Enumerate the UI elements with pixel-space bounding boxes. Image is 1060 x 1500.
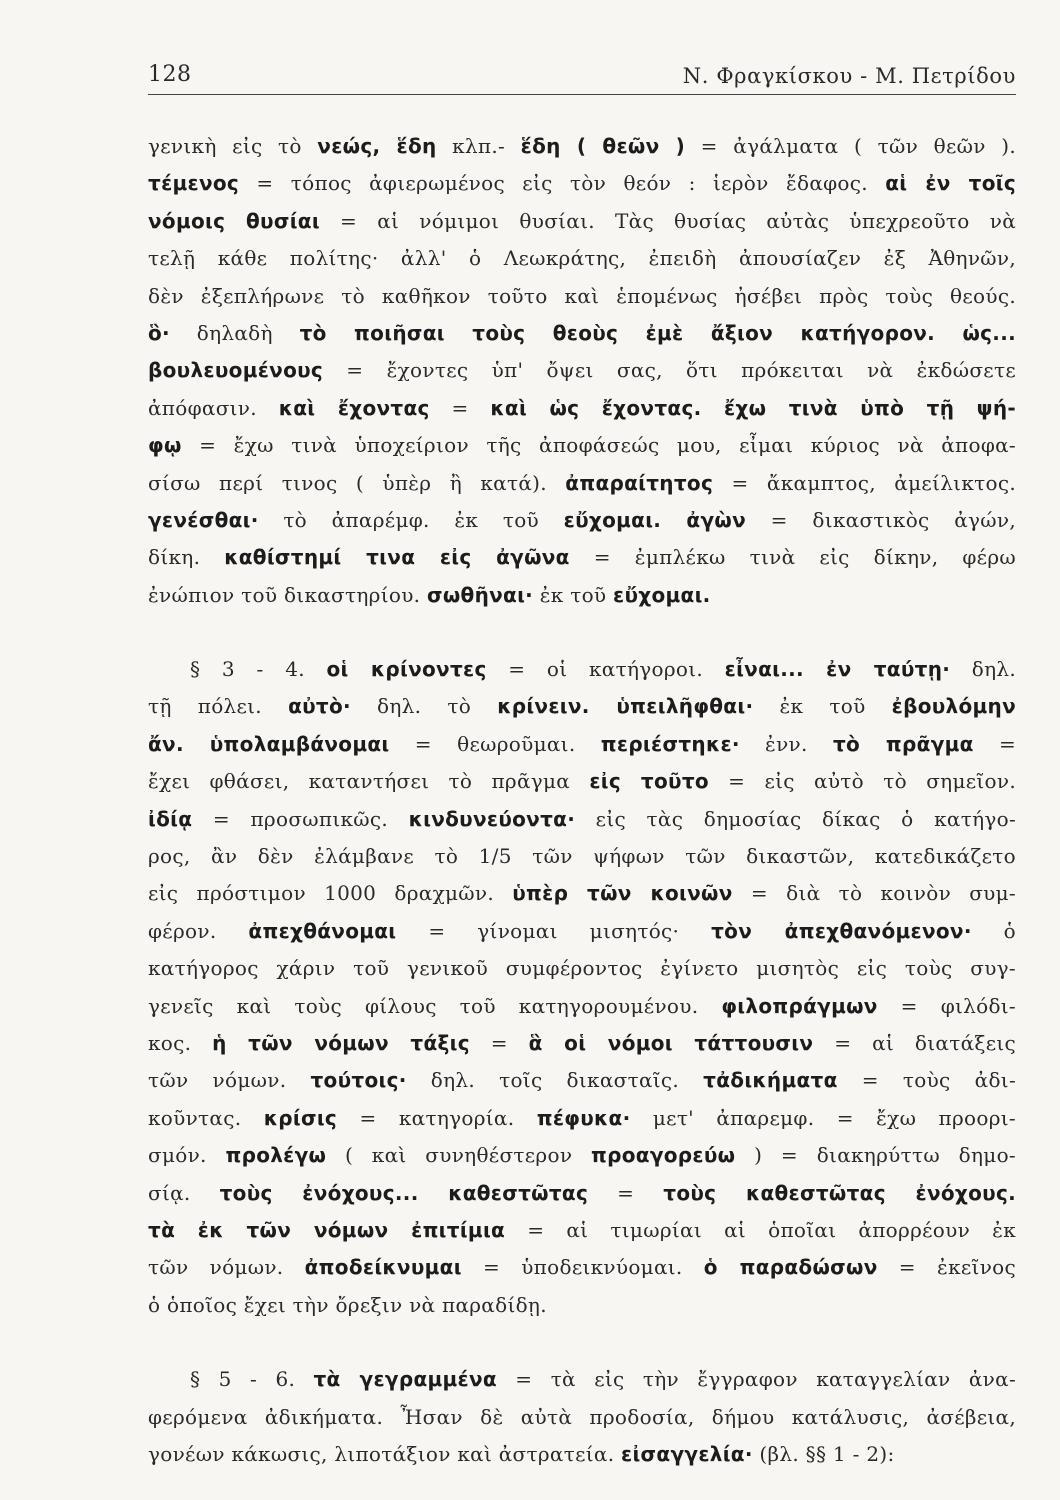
text-line	[148, 801, 1016, 838]
text-line	[148, 240, 1016, 277]
gloss-text: § 3 - 4.	[190, 657, 327, 682]
lemma-term: φιλοπράγμων	[721, 993, 878, 1018]
gloss-text: = ὑποδεικνύομαι.	[461, 1255, 704, 1280]
lemma-term: εἰς τοῦτο	[589, 769, 709, 794]
text-line	[148, 913, 1016, 950]
gloss-text: τῇ πόλει.	[148, 694, 289, 719]
running-head-authors: Ν. Φραγκίσκου - Μ. Πετρίδου	[682, 64, 1016, 88]
text-line	[148, 278, 1016, 315]
lemma-term: οἱ κρίνοντες	[326, 657, 487, 682]
gloss-text: γενεῖς καὶ τοὺς φίλους τοῦ κατηγορουμένου.	[148, 993, 722, 1018]
lemma-term: καὶ ὡς ἔχοντας. ἔχω τινὰ ὑπὸ τῇ ψή-	[490, 395, 1016, 420]
commentary-text	[148, 128, 1016, 1473]
lemma-term: ἰδίᾳ	[148, 806, 193, 831]
gloss-text: εἰς πρόστιμον 1000 δραχμῶν.	[148, 881, 513, 906]
text-line	[148, 1062, 1016, 1099]
gloss-text: κλπ.-	[436, 134, 521, 158]
gloss-text: = ἄκαμπτος, ἀμείλικτος.	[713, 470, 1016, 495]
paragraph-gap	[148, 1324, 1016, 1361]
lemma-term: τοὺς ἐνόχους... καθεστῶτας	[219, 1180, 589, 1205]
gloss-text: = δικαστικὸς ἀγών,	[746, 507, 1016, 532]
gloss-text: ἐκ τοῦ	[533, 582, 614, 607]
gloss-text: δὲν ἐξεπλήρωνε τὸ καθῆκον τοῦτο καὶ ἑπομένως ἠσέβει πρὸς τοὺς θεούς.	[148, 283, 1016, 308]
text-line	[148, 875, 1016, 912]
gloss-text: δηλ.	[950, 657, 1017, 682]
lemma-term: εὔχομαι. ἀγὼν	[563, 507, 747, 532]
lemma-term: φῳ	[148, 433, 182, 458]
gloss-text: ἐνν.	[739, 731, 833, 756]
lemma-term: τούτοις·	[310, 1068, 407, 1093]
text-line	[148, 128, 1016, 165]
gloss-text: = αἱ τιμωρίαι αἱ ὁποῖαι ἀπορρέουν ἐκ	[505, 1217, 1016, 1242]
lemma-term: ἡ τῶν νόμων τάξις	[212, 1030, 470, 1055]
lemma-term: τὰ ἐκ τῶν νόμων ἐπιτίμια	[148, 1217, 506, 1242]
gloss-text: (βλ. §§ 1 - 2):	[752, 1441, 895, 1466]
gloss-text: = διὰ τὸ κοινὸν συμ-	[732, 881, 1016, 906]
text-line	[148, 502, 1016, 539]
lemma-term: εἰσαγγελία·	[621, 1441, 753, 1466]
gloss-text: τῶν νόμων.	[148, 1255, 305, 1280]
lemma-term: εὔχομαι.	[613, 582, 711, 607]
gloss-text: γενικὴ εἰς τὸ	[148, 134, 318, 158]
text-line	[148, 1287, 1016, 1324]
gloss-text: = κατηγορία.	[337, 1105, 537, 1130]
lemma-term: ἕδη ( θεῶν )	[520, 134, 686, 158]
gloss-text: ὁ ὁποῖος ἔχει τὴν ὄρεξιν νὰ παραδίδῃ.	[148, 1292, 547, 1317]
gloss-text: = αἱ διατάξεις	[813, 1030, 1017, 1055]
gloss-text: = ἔχοντες ὑπ' ὄψει σας, ὅτι πρόκειται νὰ ἐκδώσετε	[323, 358, 1016, 383]
text-line	[148, 427, 1016, 464]
text-line	[148, 1025, 1016, 1062]
gloss-text: =	[973, 731, 1017, 756]
gloss-text: τὸ ἀπαρέμφ. ἐκ τοῦ	[258, 507, 564, 532]
lemma-term: τὸ πρᾶγμα	[832, 731, 974, 756]
text-line	[148, 1175, 1016, 1212]
gloss-text: κος.	[148, 1030, 213, 1055]
text-line	[148, 539, 1016, 576]
lemma-term: ὃ·	[148, 320, 170, 345]
lemma-term: ἐβουλόμην	[891, 694, 1017, 719]
gloss-text: =	[588, 1180, 664, 1205]
lemma-term: ἄν. ὑπολαμβάνομαι	[148, 731, 390, 756]
text-line	[148, 203, 1016, 240]
lemma-term: ἀποδείκνυμαι	[304, 1255, 462, 1280]
gloss-text: σίᾳ.	[148, 1180, 220, 1205]
text-line	[148, 1212, 1016, 1249]
lemma-term: καθίστημί τινα εἰς ἀγῶνα	[224, 545, 570, 570]
gloss-text: = αἱ νόμιμοι θυσίαι. Τὰς θυσίας αὐτὰς ὑπεχρεοῦτο νὰ	[319, 208, 1016, 233]
gloss-text: ( καὶ συνηθέστερον	[326, 1143, 592, 1168]
gloss-text: κοῦντας.	[148, 1105, 264, 1130]
gloss-text: = εἰς αὐτὸ τὸ σημεῖον.	[708, 769, 1017, 794]
text-line	[148, 1399, 1016, 1436]
lemma-term: τἀδικήματα	[703, 1068, 838, 1093]
lemma-term: νεώς, ἕδη	[317, 134, 437, 158]
lemma-term: πέφυκα·	[536, 1105, 631, 1130]
gloss-text: φέρον.	[148, 918, 249, 943]
gloss-text: =	[469, 1030, 529, 1055]
gloss-text: σμόν.	[148, 1143, 226, 1168]
text-line	[148, 390, 1016, 427]
lemma-term: νόμοις θυσίαι	[148, 208, 320, 233]
gloss-text: = οἱ κατήγοροι.	[486, 657, 725, 682]
lemma-term: ἀπαραίτητος	[565, 470, 714, 495]
text-line	[148, 726, 1016, 763]
gloss-text: = τὰ εἰς τὴν ἔγγραφον καταγγελίαν ἀνα-	[496, 1367, 1016, 1392]
text-line	[148, 688, 1016, 725]
text-line	[148, 838, 1016, 875]
gloss-text: = γίνομαι μισητός·	[396, 918, 712, 943]
lemma-term: κρίσις	[263, 1105, 338, 1130]
paragraph-section-5-6	[148, 1361, 1016, 1473]
gloss-text: δηλ. τὸ	[350, 694, 498, 719]
lemma-term: προαγορεύω	[591, 1143, 736, 1168]
text-line	[148, 988, 1016, 1025]
text-line	[148, 577, 1016, 614]
gloss-text: ρος, ἂν δὲν ἐλάμβανε τὸ 1/5 τῶν ψήφων τῶν δικαστῶν, κατεδικάζετο	[148, 844, 1016, 869]
text-line	[148, 1249, 1016, 1286]
text-line	[148, 1137, 1016, 1174]
paragraph-general-notes	[148, 128, 1016, 614]
lemma-term: προλέγω	[225, 1143, 327, 1168]
gloss-text: τῶν νόμων.	[148, 1068, 311, 1093]
lemma-term: κρίνειν. ὑπειλῆφθαι·	[497, 694, 754, 719]
lemma-term: βουλευομένους	[148, 358, 324, 383]
running-head	[148, 60, 1016, 100]
text-line	[148, 315, 1016, 352]
gloss-text: = ἔχω τινὰ ὑποχείριον τῆς ἀποφάσεώς μου, εἶμαι κύριος νὰ ἀποφα-	[181, 433, 1016, 458]
gloss-text: = ἐμπλέκω τινὰ εἰς δίκην, φέρω	[569, 545, 1016, 570]
gloss-text: τελῇ κάθε πολίτης· ἀλλ' ὁ Λεωκράτης, ἐπειδὴ ἀπουσίαζεν ἐξ Ἀθηνῶν,	[148, 246, 1016, 271]
gloss-text: § 5 - 6.	[190, 1367, 314, 1392]
lemma-term: ἀπεχθάνομαι	[248, 918, 397, 943]
paragraph-section-3-4	[148, 651, 1016, 1324]
lemma-term: ἃ οἱ νόμοι τάττουσιν	[528, 1030, 814, 1055]
gloss-text: εἰς τὰς δημοσίας δίκας ὁ κατήγο-	[575, 806, 1016, 831]
gloss-text: ἔχει φθάσει, καταντήσει τὸ πρᾶγμα	[148, 769, 590, 794]
text-line	[148, 352, 1016, 389]
gloss-text: κατήγορος χάριν τοῦ γενικοῦ συμφέροντος ἐγίνετο μισητὸς εἰς τοὺς συγ-	[148, 956, 1016, 981]
gloss-text: ) = διακηρύττω δημο-	[735, 1143, 1016, 1168]
gloss-text: = τόπος ἀφιερωμένος εἰς τὸν θεόν : ἱερὸν ἔδαφος.	[239, 171, 886, 196]
paragraph-gap	[148, 614, 1016, 651]
gloss-text: = θεωροῦμαι.	[389, 731, 601, 756]
lemma-term: γενέσθαι·	[148, 507, 259, 532]
text-line	[148, 1100, 1016, 1137]
gloss-text: σίσω περί τινος ( ὑπὲρ ἢ κατά).	[148, 470, 566, 495]
gloss-text: =	[429, 395, 491, 420]
text-line	[148, 950, 1016, 987]
text-line	[148, 651, 1016, 688]
text-line	[148, 1436, 1016, 1473]
gloss-text: δηλαδὴ	[169, 320, 300, 345]
gloss-text: μετ' ἀπαρεμφ. = ἔχω προορι-	[630, 1105, 1016, 1130]
header-rule	[148, 94, 1016, 95]
lemma-term: τὸ ποιῆσαι τοὺς θεοὺς ἐμὲ ἄξιον κατήγορον. ὡς...	[299, 320, 1016, 345]
page-number: 128	[148, 62, 192, 87]
lemma-term: τὰ γεγραμμένα	[313, 1367, 497, 1392]
lemma-term: αὐτὸ·	[288, 694, 351, 719]
text-line	[148, 465, 1016, 502]
lemma-term: τὸν ἀπεχθανόμενον·	[711, 918, 972, 943]
gloss-text: ἀπόφασιν.	[148, 395, 279, 420]
gloss-text: δηλ. τοῖς δικασταῖς.	[406, 1068, 704, 1093]
text-line	[148, 165, 1016, 202]
lemma-term: περιέστηκε·	[600, 731, 740, 756]
gloss-text: γονέων κάκωσις, λιποτάξιον καὶ ἀστρατεία.	[148, 1441, 622, 1466]
gloss-text: ἐκ τοῦ	[753, 694, 892, 719]
text-line	[148, 1361, 1016, 1398]
gloss-text: = ἀγάλματα ( τῶν θεῶν ).	[685, 134, 1016, 158]
gloss-text: φερόμενα ἀδικήματα. Ἦσαν δὲ αὐτὰ προδοσία, δήμου κατάλυσις, ἀσέβεια,	[148, 1404, 1016, 1429]
lemma-term: ὑπὲρ τῶν κοινῶν	[512, 881, 733, 906]
lemma-term: σωθῆναι·	[426, 582, 534, 607]
gloss-text: ὁ	[971, 918, 1016, 943]
lemma-term: εἶναι... ἐν ταύτῃ·	[724, 657, 951, 682]
text-line	[148, 763, 1016, 800]
gloss-text: = ἐκεῖνος	[877, 1255, 1016, 1280]
lemma-term: αἱ ἐν τοῖς	[885, 171, 1016, 196]
gloss-text: = φιλόδι-	[877, 993, 1016, 1018]
lemma-term: καὶ ἔχοντας	[278, 395, 430, 420]
lemma-term: τέμενος	[148, 171, 240, 196]
gloss-text: = προσωπικῶς.	[192, 806, 409, 831]
gloss-text: ἐνώπιον τοῦ δικαστηρίου.	[148, 582, 427, 607]
lemma-term: τοὺς καθεστῶτας ἐνόχους.	[663, 1180, 1017, 1205]
lemma-term: κινδυνεύοντα·	[408, 806, 576, 831]
lemma-term: ὁ παραδώσων	[703, 1255, 878, 1280]
gloss-text: = τοὺς ἀδι-	[837, 1068, 1016, 1093]
gloss-text: δίκη.	[148, 545, 225, 570]
